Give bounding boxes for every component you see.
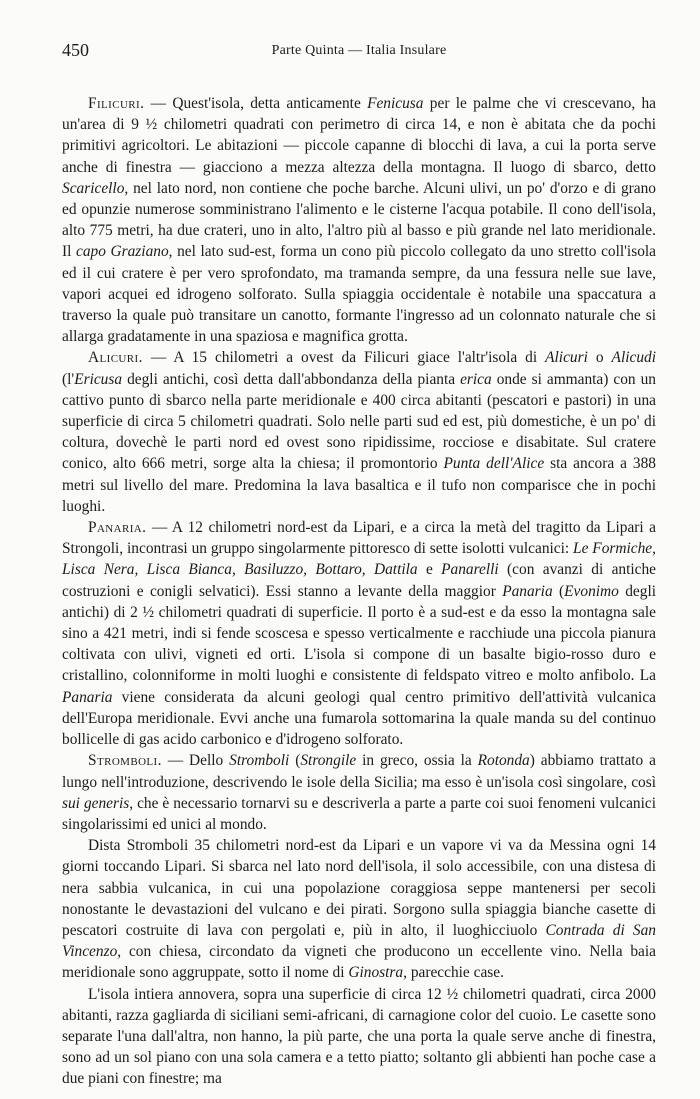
section-heading: Panaria. <box>88 519 147 537</box>
text-run: (l' <box>62 370 75 388</box>
text-run: L'isola intiera annovera, sopra una superficie di circa 12 ½ chilometri quadrati, circa 2000 abitanti, razza gagliarda di siciliani semi-africani, di carnagione color del cuoio. Le casette sono separate l'una dall'altra, non hanno, la più parte, che una porta la quale serve anche di finestra, sono ad un sol piano con una sola camera e a tetto piatto; soltanto gli abbienti han poche case a due piani con finestre; ma <box>62 985 656 1088</box>
running-title: Parte Quinta — Italia Insulare <box>271 43 447 58</box>
italic-term: capo Graziano <box>76 243 169 261</box>
italic-term: Panarelli <box>441 561 499 579</box>
paragraph-alicuri <box>62 347 656 517</box>
text-run: (con avanzi di antiche costruzioni e conigli selvatici). Essi stanno a levante della maggior <box>62 561 657 600</box>
text-run: degli antichi, così detta dall'abbondanza della pianta <box>122 370 461 388</box>
text-run: ( <box>289 752 301 770</box>
text-run: per le palme che vi crescevano, ha un'area di 9 ½ chilometri quadrati con perimetro di circa 14, e non è abitata che da pochi primitivi agricoltori. Le abitazioni — piccole capanne di blocchi di lava, a cui la porta serve anche di finestra — giacciono a mezza altezza della montagna. Il luogo di sbarco, detto <box>62 95 657 176</box>
text-run: o <box>587 349 612 367</box>
page-header <box>62 40 656 64</box>
italic-term: Fenicusa <box>367 95 424 112</box>
text-run: ( <box>552 582 565 600</box>
paragraph-panaria <box>62 517 656 750</box>
italic-term: Ginostra <box>348 964 404 982</box>
italic-term: Punta dell'Alice <box>443 455 545 473</box>
text-run: — A 12 chilometri nord-est da Lipari, e a circa la metà del tragitto da Lipari a Strongoli, incontrasi un gruppo singolarmente pittoresco di sette isolotti vulcanici: <box>62 519 656 558</box>
paragraph-stromboli-distanza <box>62 835 656 983</box>
paragraph-stromboli <box>62 750 656 835</box>
italic-term: sui generis <box>62 794 130 812</box>
text-run: , parecchie case. <box>403 964 504 982</box>
text-run: — Dello <box>161 752 230 770</box>
text-run: ) abbiamo trattato a lungo nell'introduzione, descrivendo le isole della Sicilia; ma esso è un'isola così singolare, così <box>62 752 656 791</box>
italic-term: Alicudi <box>611 349 656 367</box>
italic-term: Panaria <box>62 688 113 706</box>
page-body <box>62 93 656 1090</box>
italic-term: Scaricello <box>62 179 125 197</box>
italic-term: Stromboli <box>229 752 290 770</box>
italic-term: Contrada di San Vincenzo <box>62 921 656 961</box>
section-heading: Stromboli. <box>88 752 162 770</box>
italic-term: Alicuri <box>545 349 588 367</box>
text-run: onde si ammanta) con un cattivo punto di sbarco nella parte meridionale e 400 circa abitanti (pescatori e pastori) in una superficie di circa 5 chilometri quadrati. Solo nelle parti sud ed est, più domestiche, è un po' di coltura, dovechè le parti nord ed ovest sono ripidissime, rocciose e disabitate. Sul cratere conico, alto 666 metri, sorge alta la chiesa; il promontorio <box>62 370 656 473</box>
text-run: e <box>417 561 442 579</box>
italic-term: Evonimo <box>564 582 619 600</box>
italic-term: Ericusa <box>74 370 123 388</box>
text-run: , nel lato sud-est, forma un cono più piccolo collegato da uno stretto coll'isola ed il cui cratere è per vero sprofondato, ma tramanda sempre, da una fessura nelle sue lave, vapori acquei ed idrogeno solforato. Sulla spiaggia occidentale è notabile una spaccatura a traverso la quale può transitare un canotto, formante l'ingresso ad un colonnato naturale che si allarga gradatamente in una spaziosa e magnifica grotta. <box>62 243 656 346</box>
text-run: , nel lato nord, non contiene che poche barche. Alcuni ulivi, un po' d'orzo e di grano ed opunzie numerose somministrano l'alimento e le cisterne l'acqua potabile. Il cono dell'isola, alto 775 metri, ha due crateri, uno in alto, l'altro più al basso e più grande nel lato meridionale. Il <box>62 179 656 261</box>
page-number: 450 <box>62 40 89 60</box>
paragraph-stromboli-popolazione <box>62 984 656 1090</box>
paragraph-filicuri <box>62 93 656 347</box>
text-run: — Quest'isola, detta anticamente <box>144 95 368 112</box>
text-run: — A 15 chilometri a ovest da Filicuri giace l'altr'isola di <box>142 349 546 367</box>
section-heading: Alicuri. <box>88 349 143 367</box>
italic-term: Strongile <box>300 752 357 770</box>
text-run: in greco, ossia la <box>356 752 478 770</box>
italic-term: Panaria <box>502 582 553 600</box>
italic-term: Le Formiche, Lisca Nera, Lisca Bianca, Basiluzzo, Bottaro, Dattila <box>62 540 656 579</box>
text-run: sta ancora a 388 metri sul livello del mare. Predomina la lava basaltica e il tufo non comparisce che in pochi luoghi. <box>62 455 656 515</box>
italic-term: erica <box>460 370 492 388</box>
section-heading: Filicuri. <box>88 95 145 112</box>
text-run: Dista Stromboli 35 chilometri nord-est da Lipari e un vapore vi va da Messina ogni 14 giorni toccando Lipari. Si sbarca nel lato nord dell'isola, il solo accessibile, con una distesa di nera sabbia vulcanica, in cui una popolazione coraggiosa seppe mantenersi per secoli nonostante le devastazioni del vulcano e dei pirati. Sorgono sulla spiaggia bianche casette di pescatori costruite di lava con pergolati e, più in alto, il luoghicciuolo <box>62 837 656 939</box>
text-run: , che è necessario tornarvi su e descriverla a parte a parte coi suoi fenomeni vulcanici singolarissimi ed unici al mondo. <box>62 794 656 833</box>
italic-term: Rotonda <box>477 752 530 770</box>
text-run: viene considerata da alcuni geologi qual centro primitivo dell'attività vulcanica dell'Europa meridionale. Evvi anche una fumarola sottomarina la quale manda su del continuo bollicelle di gas acido carbonico e d'idrogeno solforato. <box>62 688 656 749</box>
text-run: , con chiesa, circondato da vigneti che producono un eccellente vino. Nella baia meridionale sono aggruppate, sotto il nome di <box>62 943 656 982</box>
text-run: degli antichi) di 2 ½ chilometri quadrati di superficie. Il porto è a sud-est e da esso la montagna sale sino a 421 metri, indi si fende scoscesa e spesso verticalmente e racchiude una piccola pianura coltivata con ulivi, vigneti ed orti. L'isola si compone di un basalte bigio-rosso duro e cristallino, colonniforme in molti luoghi e consistente di feldspato vitreo e molto anfibolo. La <box>62 582 656 685</box>
